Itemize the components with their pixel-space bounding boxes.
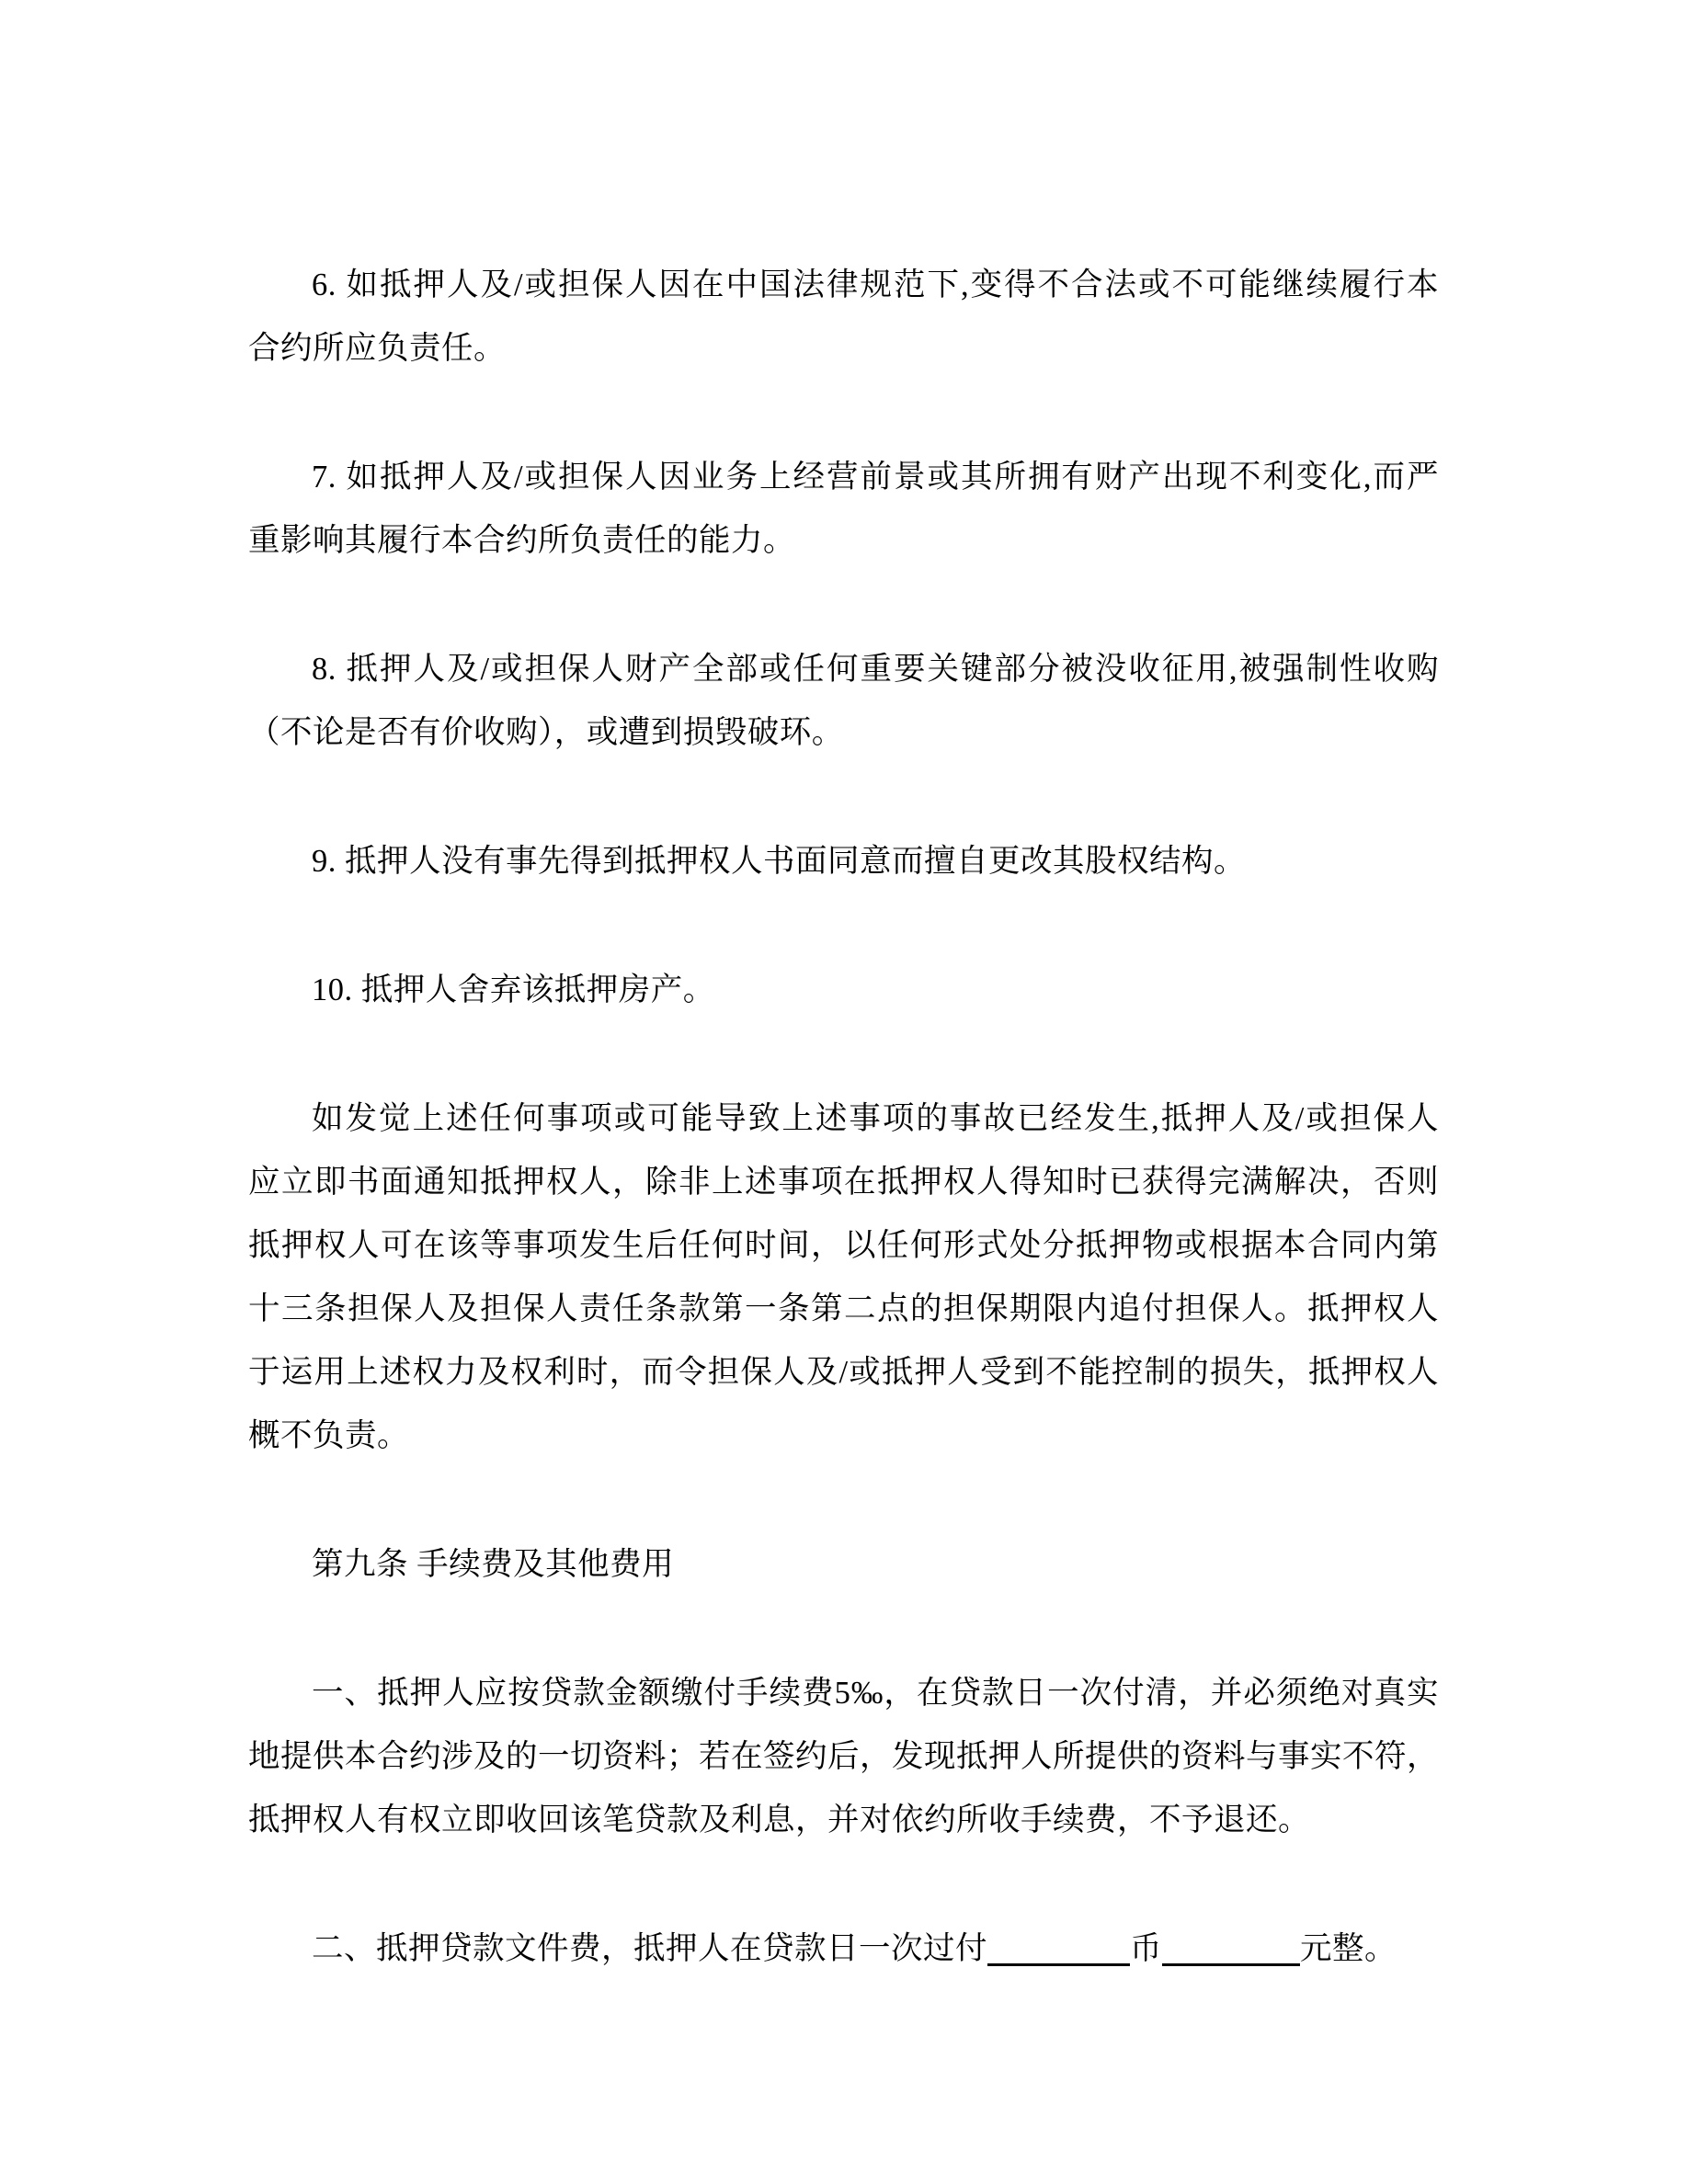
- clause-6: [248, 254, 1439, 381]
- text-line: 重影响其履行本合约所负责任的能力。: [248, 523, 795, 558]
- blank-underline: [1162, 1963, 1300, 1966]
- clause-7: [248, 446, 1439, 573]
- clause-9: [248, 830, 1439, 893]
- text-line: 概不负责。: [248, 1418, 409, 1453]
- text-line: 抵押权人可在该等事项发生后任何时间，以任何形式处分抵押物或根据本合同内第: [248, 1228, 1439, 1263]
- text-line: 地提供本合约涉及的一切资料；若在签约后，发现抵押人所提供的资料与事实不符，: [248, 1739, 1439, 1774]
- text-line: 6. 如抵押人及/或担保人因在中国法律规范下,变得不合法或不可能继续履行本: [312, 267, 1439, 302]
- fee-clause-2: [248, 1917, 1439, 1981]
- text-line: 合约所应负责任。: [248, 331, 506, 366]
- text-line: [248, 1917, 1439, 1981]
- article-9-heading: [248, 1533, 1439, 1597]
- default-notice-paragraph: [248, 1087, 1439, 1468]
- text-line: 8. 抵押人及/或担保人财产全部或任何重要关键部分被没收征用,被强制性收购: [312, 652, 1439, 687]
- heading-line: 第九条 手续费及其他费用: [312, 1547, 675, 1582]
- text-line: 一、抵押人应按贷款金额缴付手续费5‰，在贷款日一次付清，并必须绝对真实: [312, 1676, 1439, 1711]
- blank-underline: [987, 1963, 1130, 1966]
- text-segment: 币: [1130, 1931, 1162, 1966]
- text-segment: 二、抵押贷款文件费，抵押人在贷款日一次过付: [312, 1931, 987, 1966]
- text-line: 于运用上述权力及权利时，而令担保人及/或抵押人受到不能控制的损失，抵押权人: [248, 1355, 1439, 1390]
- text-segment: 元整。: [1300, 1931, 1397, 1966]
- text-line: 抵押权人有权立即收回该笔贷款及利息，并对依约所收手续费，不予退还。: [248, 1803, 1310, 1837]
- fee-clause-1: [248, 1662, 1439, 1852]
- text-line: 9. 抵押人没有事先得到抵押权人书面同意而擅自更改其股权结构。: [312, 844, 1246, 879]
- text-line: （不论是否有价收购），或遭到损毁破环。: [248, 715, 844, 750]
- text-line: 7. 如抵押人及/或担保人因业务上经营前景或其所拥有财产出现不利变化,而严: [312, 460, 1439, 495]
- clause-10: [248, 959, 1439, 1022]
- text-line: 如发觉上述任何事项或可能导致上述事项的事故已经发生,抵押人及/或担保人: [312, 1101, 1439, 1136]
- text-line: 应立即书面通知抵押权人，除非上述事项在抵押权人得知时已获得完满解决，否则: [248, 1165, 1439, 1200]
- text-line: 十三条担保人及担保人责任条款第一条第二点的担保期限内追付担保人。抵押权人: [248, 1291, 1439, 1326]
- text-line: 10. 抵押人舍弃该抵押房产。: [312, 973, 715, 1007]
- clause-8: [248, 638, 1439, 765]
